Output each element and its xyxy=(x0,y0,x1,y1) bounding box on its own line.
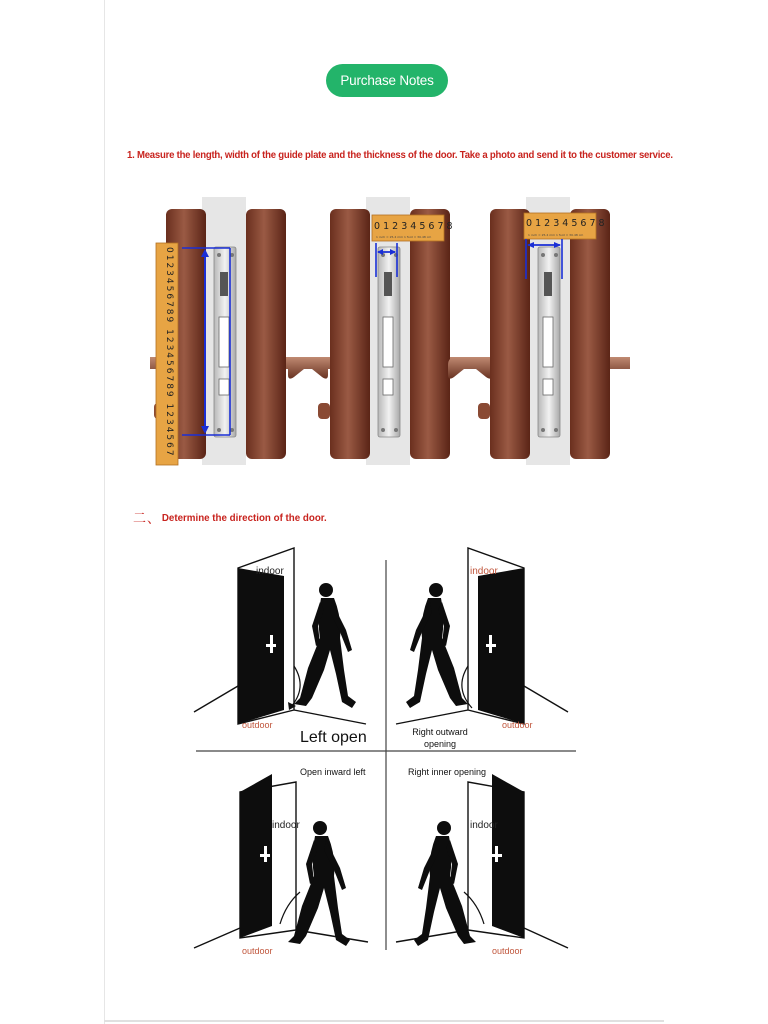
br-outdoor-label: outdoor xyxy=(492,946,523,956)
door-open-inward-left xyxy=(194,774,368,948)
tr-outdoor-label: outdoor xyxy=(502,720,533,730)
svg-text:1 inch = 25.4 mm 1 foot = 30.: 1 inch = 25.4 mm 1 foot = 30.48 cm xyxy=(376,235,432,239)
door-right-inner-opening xyxy=(396,774,568,948)
bl-outdoor-label: outdoor xyxy=(242,946,273,956)
tl-caption: Left open xyxy=(300,729,367,746)
horizontal-ruler-3 xyxy=(524,213,605,239)
step2-number: 二、 xyxy=(133,510,161,526)
tr-caption-line2: opening xyxy=(423,739,457,749)
svg-text:0123456789 123456789 1234567: 0123456789 123456789 1234567 xyxy=(164,247,174,458)
svg-text:1 inch = 25.4 mm 1 foot = 30.: 1 inch = 25.4 mm 1 foot = 30.48 cm xyxy=(528,233,584,237)
step2-text: Determine the direction of the door. xyxy=(161,512,327,524)
step2-instruction xyxy=(133,508,327,528)
svg-text:0 1 2 3 4 5 6 7 8: 0 1 2 3 4 5 6 7 8 xyxy=(374,221,453,232)
tr-caption-line1: Right outward xyxy=(412,727,468,737)
page-bottom-border xyxy=(104,1020,664,1022)
tl-indoor-label: indoor xyxy=(256,566,284,577)
tr-indoor-label: indoor xyxy=(470,566,498,577)
lock-measurement-photos xyxy=(150,195,630,470)
svg-text:0 1 2 3 4 5 6 7 8: 0 1 2 3 4 5 6 7 8 xyxy=(526,218,605,229)
br-caption: Right inner opening xyxy=(408,767,487,777)
bl-indoor-label: indoor xyxy=(272,820,300,831)
tr-caption xyxy=(410,726,470,750)
bl-caption: Open inward left xyxy=(300,767,366,777)
br-indoor-label: indoor xyxy=(470,820,498,831)
vertical-ruler xyxy=(156,243,178,465)
tl-outdoor-label: outdoor xyxy=(242,720,273,730)
page-left-border xyxy=(104,0,105,1024)
purchase-notes-button[interactable]: Purchase Notes xyxy=(326,64,448,97)
horizontal-ruler-2 xyxy=(372,215,453,241)
step1-instruction: 1. Measure the length, width of the guide plate and the thickness of the door. Take a photo and send it to the customer service. xyxy=(127,150,673,161)
door-direction-diagram xyxy=(190,540,580,960)
